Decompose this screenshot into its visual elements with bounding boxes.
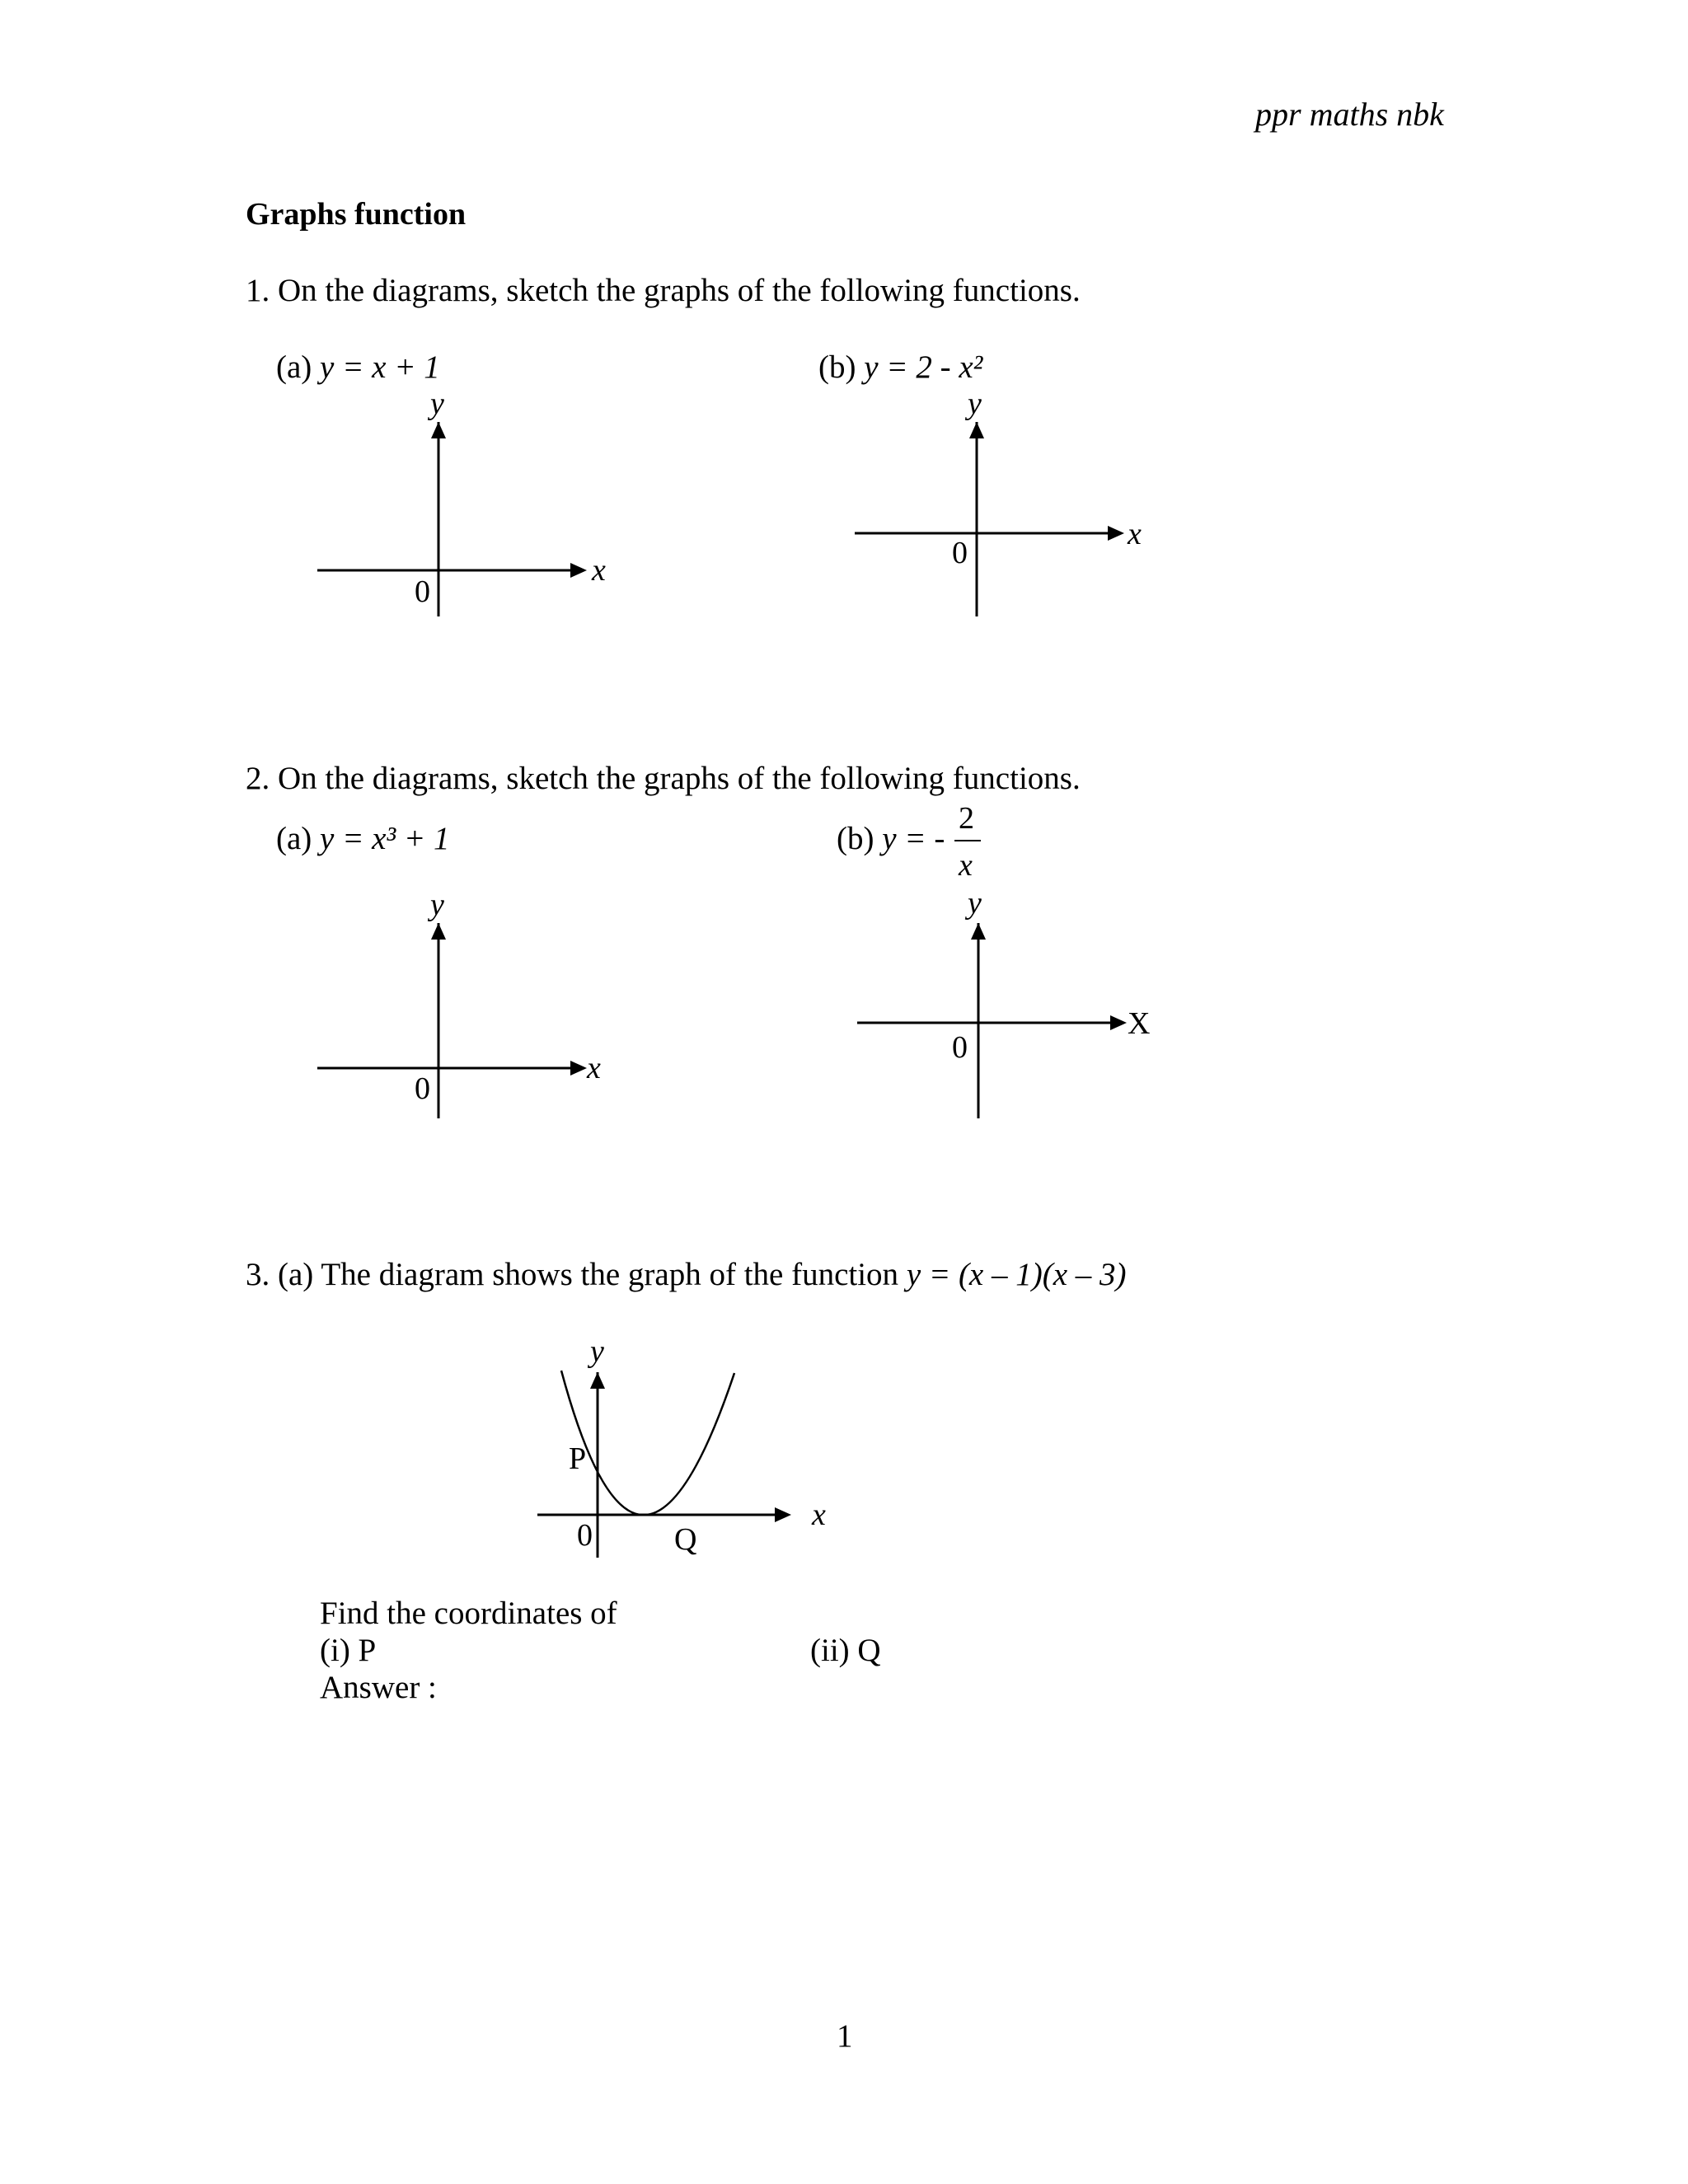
q1b-x-label: x — [1128, 517, 1142, 551]
q3-part-ii: (ii) Q — [810, 1633, 881, 1668]
q3-origin: 0 — [577, 1518, 593, 1553]
q1b-equation: y = 2 - x² — [864, 349, 983, 385]
q3-prompt-text: 3. (a) The diagram shows the graph of the function — [246, 1257, 907, 1292]
q2a-axes — [317, 888, 601, 1118]
q1a-equation: y = x + 1 — [320, 349, 440, 385]
q2b-fraction-numerator: 2 — [959, 801, 974, 836]
q3-y-arrow-icon — [590, 1372, 605, 1389]
page-title: Graphs function — [246, 197, 467, 232]
q1b-origin: 0 — [952, 536, 968, 570]
q1a-axes — [317, 387, 606, 616]
q2a-equation: y = x³ + 1 — [320, 821, 450, 856]
q2b-axes — [857, 886, 1150, 1118]
q2b-x-label: X — [1128, 1006, 1151, 1041]
q2b-y-label: y — [968, 886, 982, 921]
q1a-x-arrow-icon — [570, 563, 587, 578]
q2a-x-label: x — [587, 1051, 601, 1085]
q2-prompt: 2. On the diagrams, sketch the graphs of the following functions. — [246, 761, 1081, 796]
q2b-y-arrow-icon — [971, 923, 986, 940]
q2a-x-arrow-icon — [570, 1061, 587, 1076]
q1a-y-label: y — [430, 387, 444, 421]
q2b-equation-prefix: y = - — [882, 821, 945, 856]
q3-function: y = (x – 1)(x – 3) — [906, 1257, 1127, 1292]
page-number: 1 — [837, 2018, 853, 2054]
q3-part-i: (i) P — [320, 1633, 377, 1668]
header-text: ppr maths nbk — [1255, 96, 1444, 133]
q1a-y-arrow-icon — [431, 422, 446, 438]
q2a-origin: 0 — [415, 1071, 430, 1106]
q3-find-text: Find the coordinates of — [320, 1596, 617, 1631]
q1-prompt: 1. On the diagrams, sketch the graphs of the following functions. — [246, 273, 1081, 308]
q3-point-p-label: P — [569, 1441, 587, 1476]
q3-point-q-label: Q — [674, 1522, 697, 1557]
q3-parabola-curve — [561, 1371, 734, 1515]
q1b-y-label: y — [968, 387, 982, 421]
q1b-part: (b) — [818, 349, 865, 385]
q1a-part: (a) — [276, 349, 321, 385]
q1b-axes — [855, 387, 1142, 616]
q2b-fraction-denominator: x — [959, 848, 973, 883]
q3-y-label: y — [590, 1334, 604, 1369]
q3-x-arrow-icon — [775, 1507, 791, 1522]
q2a-y-label: y — [430, 888, 444, 922]
q3-answer-label: Answer : — [320, 1670, 437, 1705]
q1b-x-arrow-icon — [1108, 526, 1124, 541]
q2b-fraction — [954, 801, 981, 883]
q1a-origin: 0 — [415, 574, 430, 609]
q3-x-label: x — [812, 1497, 826, 1532]
q2b-x-arrow-icon — [1110, 1015, 1127, 1030]
q3-diagram — [537, 1334, 826, 1558]
q1a-x-label: x — [592, 553, 606, 588]
q2b-origin: 0 — [952, 1030, 968, 1065]
q1b-y-arrow-icon — [969, 422, 984, 438]
q2b-part: (b) — [837, 821, 883, 856]
q2a-y-arrow-icon — [431, 923, 446, 940]
q2a-part: (a) — [276, 821, 321, 856]
